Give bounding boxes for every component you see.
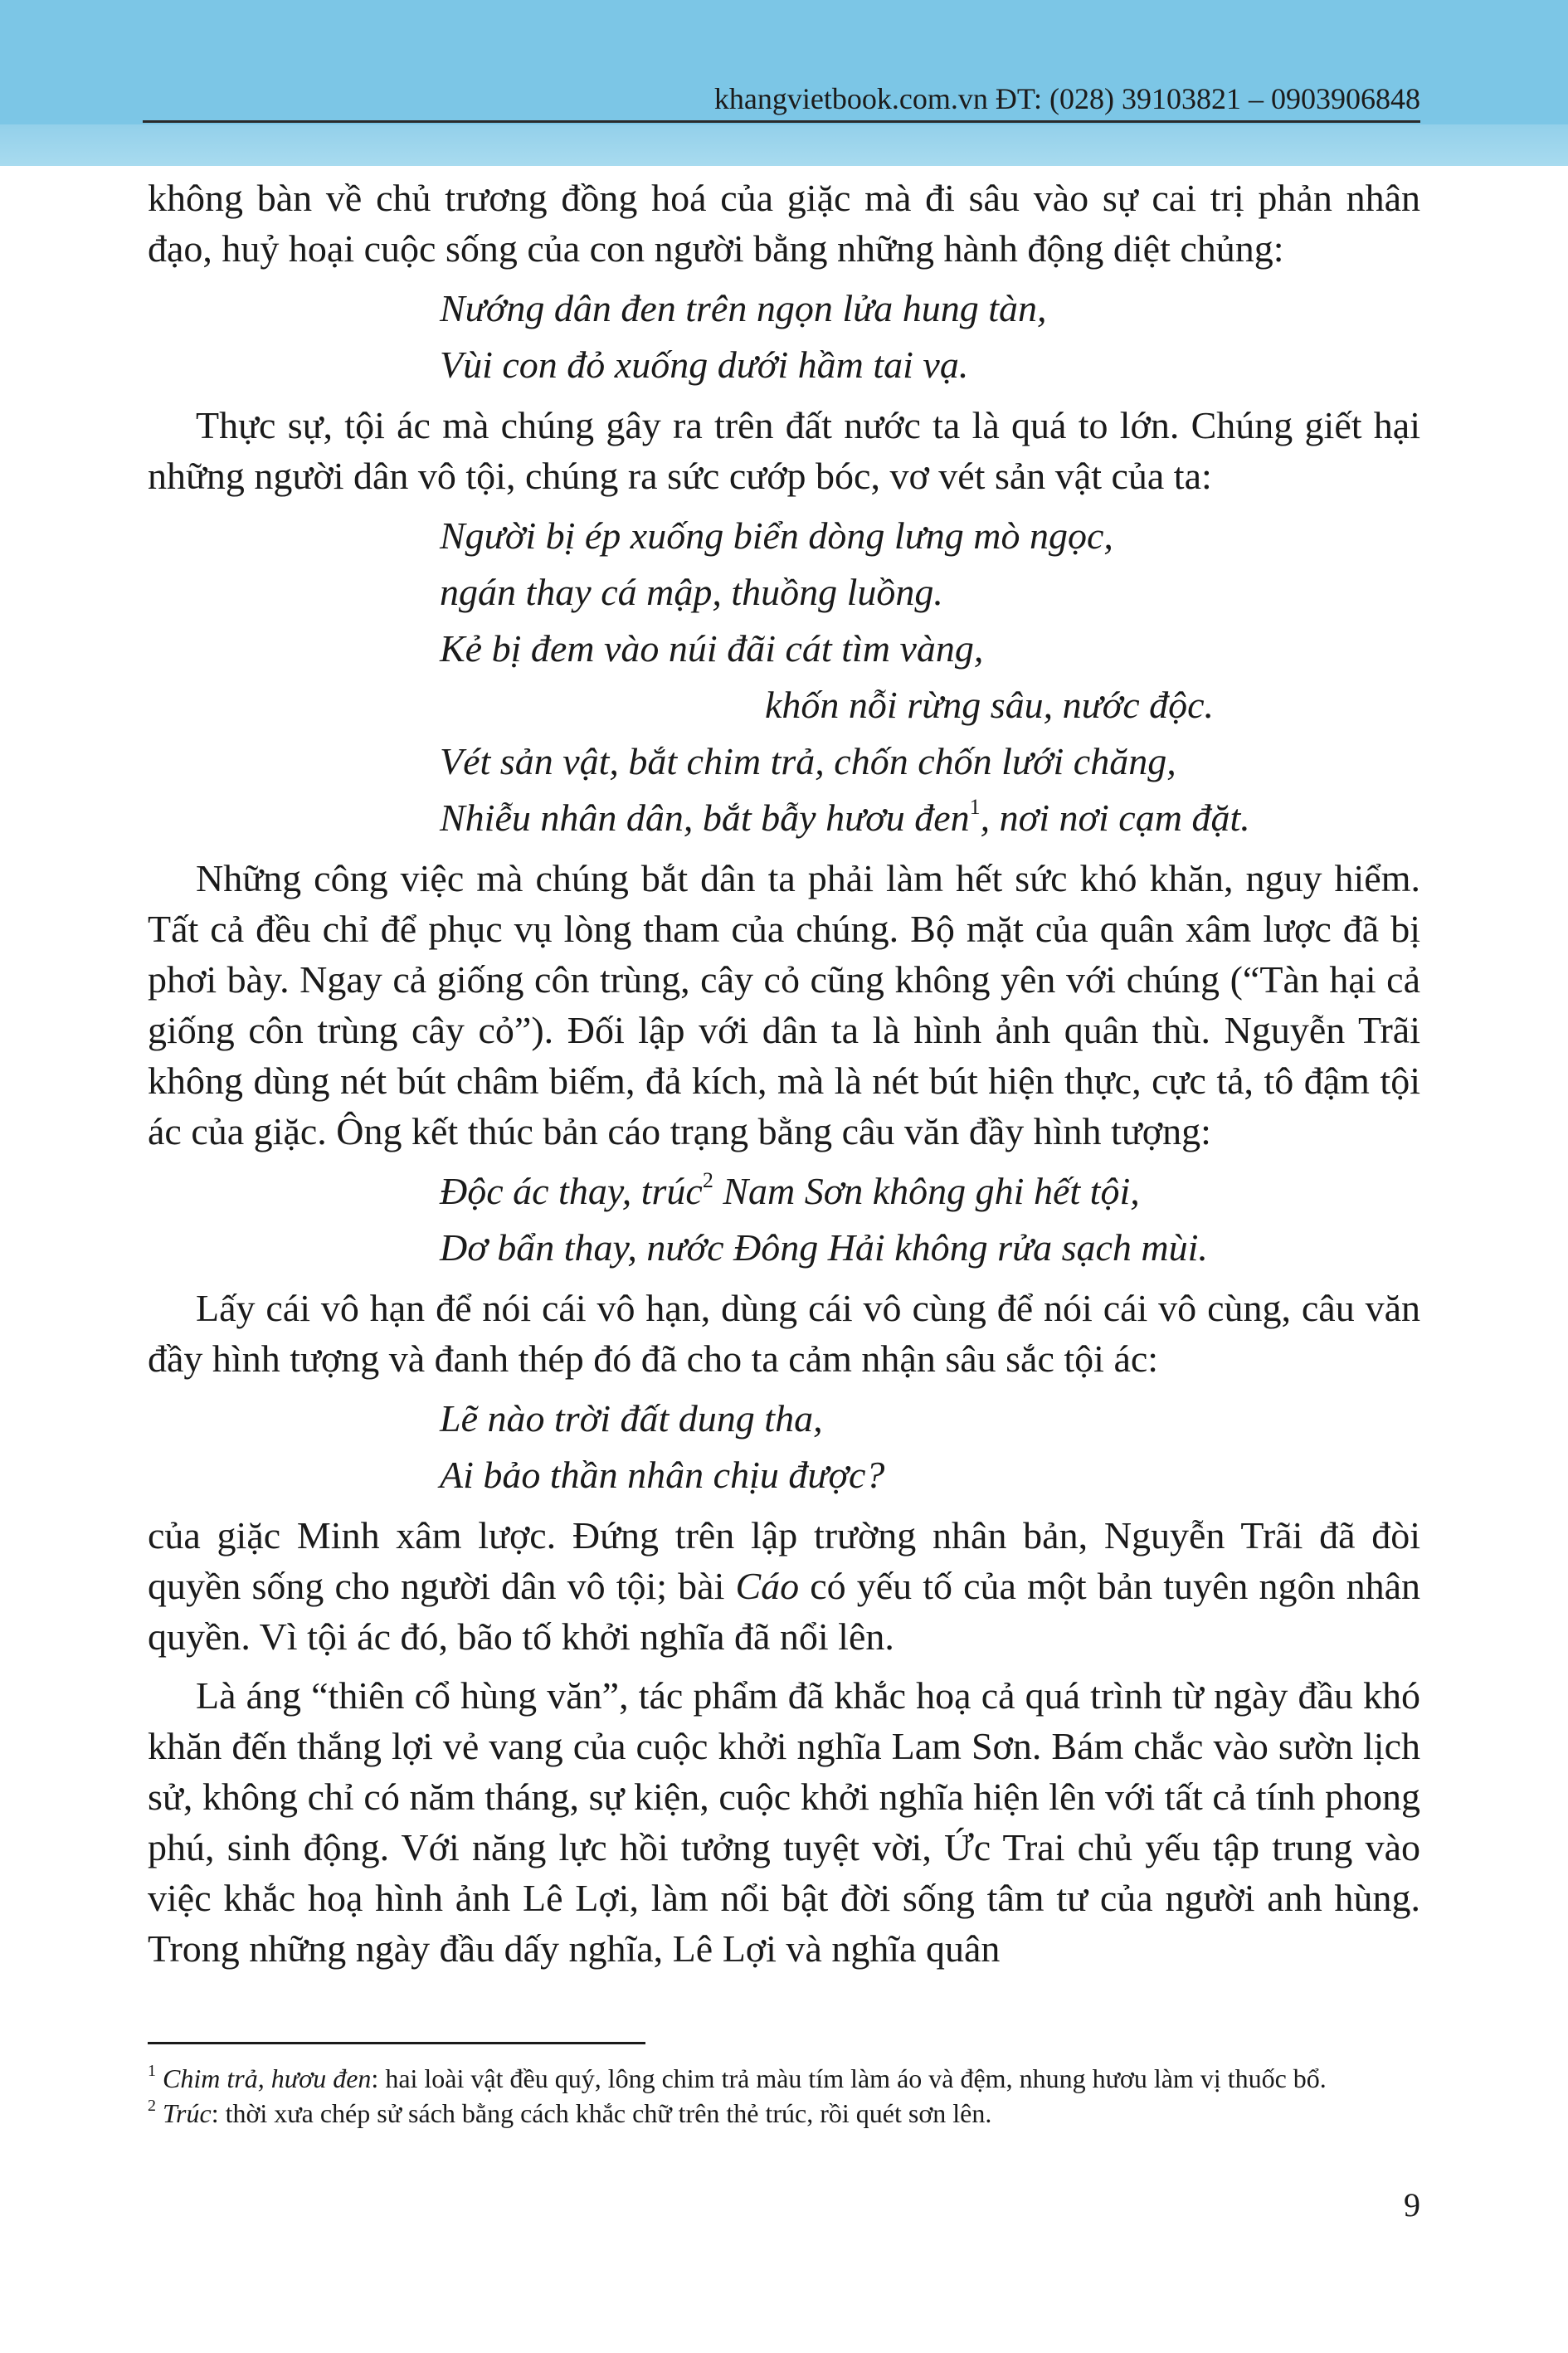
- verse-2: [440, 508, 1420, 846]
- verse-line: Kẻ bị đem vào núi đãi cát tìm vàng,: [440, 627, 984, 670]
- text-run: có yếu tố của một bản tuyên ngôn nhân quyền. Vì tội ác đó, bão tố khởi nghĩa đã nổi lên.: [148, 1565, 1420, 1658]
- verse-text: Nam Sơn không ghi hết tội,: [713, 1170, 1140, 1212]
- verse-line: Ai bảo thần nhân chịu được?: [440, 1454, 885, 1496]
- footnote-text: : thời xưa chép sử sách bằng cách khắc chữ trên thẻ trúc, rồi quét sơn lên.: [211, 2098, 992, 2128]
- paragraph-1: không bàn về chủ trương đồng hoá của giặc mà đi sâu vào sự cai trị phản nhân đạo, huỷ hoại cuộc sống của con người bằng những hành động diệt chủng:: [148, 177, 1420, 270]
- footnote-1: [148, 2061, 1420, 2096]
- verse-line: Nướng dân đen trên ngọn lửa hung tàn,: [440, 287, 1047, 329]
- verse-4: [440, 1391, 1420, 1503]
- verse-text: Nhiễu nhân dân, bắt bẫy hươu đen: [440, 797, 970, 839]
- work-title: Cáo: [735, 1565, 800, 1607]
- footnote-mark: 1: [148, 2062, 156, 2080]
- verse-line: khốn nỗi rừng sâu, nước độc.: [765, 684, 1215, 726]
- page-number: 9: [1404, 2186, 1420, 2224]
- paragraph-2: Thực sự, tội ác mà chúng gây ra trên đất nước ta là quá to lớn. Chúng giết hại những người dân vô tội, chúng ra sức cướp bóc, vơ vét sản vật của ta:: [148, 404, 1420, 497]
- paragraph-4: Lấy cái vô hạn để nói cái vô hạn, dùng cái vô cùng để nói cái vô cùng, câu văn đầy hình tượng và đanh thép đó đã cho ta cảm nhận sâu sắc tội ác:: [148, 1287, 1420, 1380]
- page-body: [148, 173, 1420, 1974]
- footnotes: [148, 2061, 1420, 2131]
- footnote-mark: 2: [148, 2097, 156, 2115]
- verse-text: , nơi nơi cạm đặt.: [980, 797, 1250, 839]
- verse-text: Độc ác thay, trúc: [440, 1170, 703, 1212]
- paragraph-3: Những công việc mà chúng bắt dân ta phải làm hết sức khó khăn, nguy hiểm. Tất cả đều chỉ để phục vụ lòng tham của chúng. Bộ mặt của quân xâm lược đã bị phơi bày. Ngay cả giống côn trùng, cây cỏ cũng không yên với chúng (“Tàn hại cả giống côn trùng cây cỏ”). Đối lập với dân ta là hình ảnh quân thù. Nguyễn Trãi không dùng nét bút châm biếm, đả kích, mà là nét bút hiện thực, cực tả, tô đậm tội ác của giặc. Ông kết thúc bản cáo trạng bằng câu văn đầy hình tượng:: [148, 857, 1420, 1152]
- verse-line: Vùi con đỏ xuống dưới hầm tai vạ.: [440, 343, 969, 386]
- paragraph-5: [148, 1510, 1420, 1662]
- verse-line: [440, 790, 1420, 846]
- footnote-term: Trúc: [163, 2098, 212, 2128]
- footnote-rule: [148, 2042, 645, 2044]
- footnote-term: Chim trả, hươu đen: [163, 2063, 372, 2093]
- footnote-ref: 1: [969, 795, 981, 819]
- text-run: của giặc Minh xâm lược. Đứng trên lập trường nhân bản, Nguyễn Trãi đã đòi quyền sống cho người dân vô tội; bài: [148, 1514, 1420, 1607]
- verse-line: [440, 1163, 1420, 1220]
- verse-line: ngán thay cá mập, thuồng luồng.: [440, 571, 943, 613]
- footnote-2: [148, 2096, 1420, 2131]
- footnote-ref: 2: [702, 1168, 713, 1192]
- footnote-text: : hai loài vật đều quý, lông chim trả màu tím làm áo và đệm, nhung hươu làm vị thuốc bổ.: [371, 2063, 1327, 2093]
- verse-line: Dơ bẩn thay, nước Đông Hải không rửa sạch mùi.: [440, 1226, 1208, 1269]
- verse-line: Người bị ép xuống biển dòng lưng mò ngọc,: [440, 514, 1113, 557]
- verse-3: [440, 1163, 1420, 1276]
- paragraph-6: Là áng “thiên cổ hùng văn”, tác phẩm đã khắc hoạ cả quá trình từ ngày đầu khó khăn đến thắng lợi vẻ vang của cuộc khởi nghĩa Lam Sơn. Bám chắc vào sườn lịch sử, không chỉ có năm tháng, sự kiện, cuộc khởi nghĩa hiện lên với tất cả tính phong phú, sinh động. Với năng lực hồi tưởng tuyệt vời, Ức Trai chủ yếu tập trung vào việc khắc hoạ hình ảnh Lê Lợi, làm nổi bật đời sống tâm tư của người anh hùng. Trong những ngày đầu dấy nghĩa, Lê Lợi và nghĩa quân: [148, 1674, 1420, 1970]
- verse-1: [440, 280, 1420, 393]
- header-rule: [143, 120, 1420, 123]
- verse-line: Vét sản vật, bắt chim trả, chốn chốn lưới chăng,: [440, 740, 1176, 782]
- verse-line: Lẽ nào trời đất dung tha,: [440, 1397, 823, 1440]
- publisher-contact: khangvietbook.com.vn ĐT: (028) 39103821 – 0903906848: [713, 82, 1420, 115]
